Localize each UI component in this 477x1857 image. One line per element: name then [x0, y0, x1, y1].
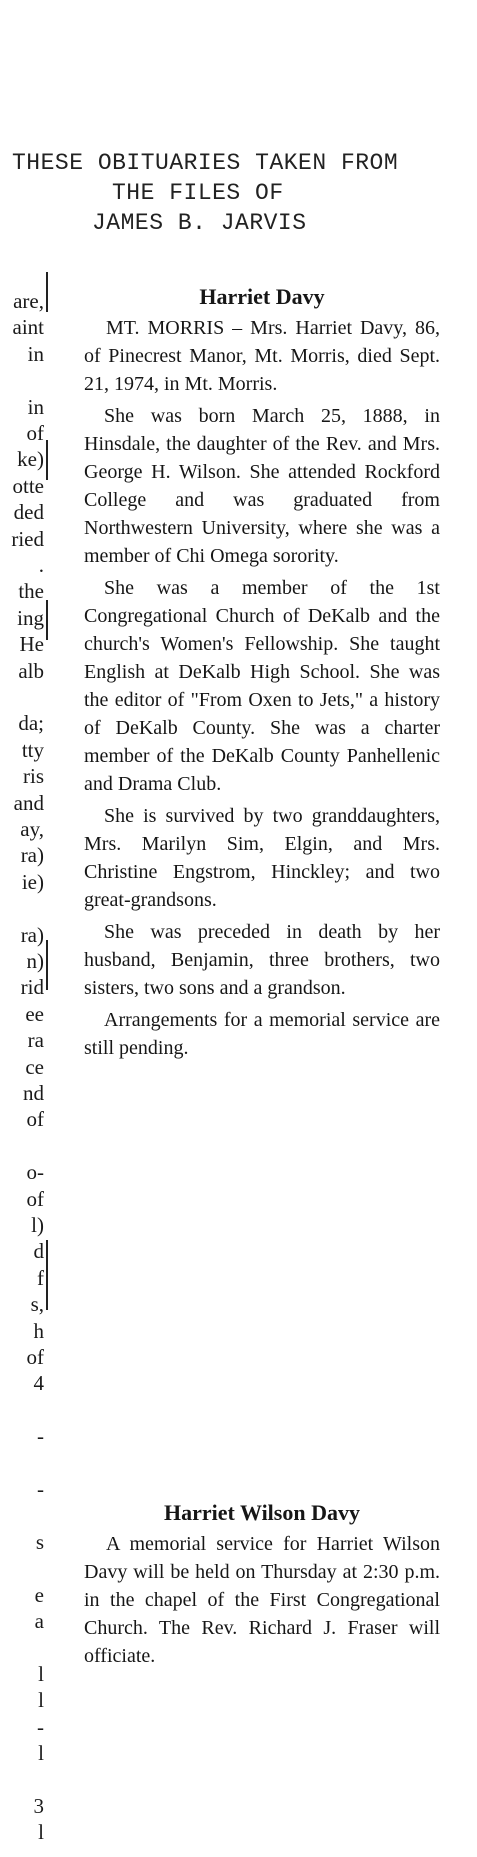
column-rule: [46, 1240, 48, 1310]
column-fragment: ra: [27, 1028, 44, 1053]
column-fragment: of: [26, 1345, 44, 1369]
column-fragment: ke): [17, 447, 44, 472]
column-fragment: d: [33, 1239, 44, 1264]
obituary-paragraph: Arrangements for a memorial service are still pending.: [84, 1009, 440, 1059]
column-fragment: da;: [18, 711, 44, 736]
obituary-title: Harriet Wilson Davy: [164, 1500, 360, 1525]
header-line-2: THE FILES OF: [112, 180, 284, 206]
obituary-harriet-davy: [84, 282, 440, 1066]
column-fragment: n): [26, 949, 44, 973]
column-fragment: rid: [20, 975, 44, 1000]
column-fragment: and: [13, 790, 44, 815]
column-fragment: otte: [12, 473, 44, 498]
column-fragment: a: [34, 1609, 44, 1633]
column-fragment: -: [37, 1714, 44, 1739]
header-line-3: JAMES B. JARVIS: [92, 210, 307, 236]
column-fragment: ra): [20, 922, 44, 947]
column-fragment: h: [33, 1318, 44, 1343]
column-fragment: the: [18, 579, 44, 604]
column-fragment: ce: [25, 1054, 44, 1079]
column-fragment: alb: [18, 658, 44, 683]
column-rule: [46, 272, 48, 312]
column-fragment: 3: [33, 1793, 44, 1818]
column-fragment: 4: [33, 1371, 44, 1396]
obituary-paragraph: She was born March 25, 1888, in Hinsdale, the daughter of the Rev. and Mrs. George H. Wilson. She attended Rockford College and was graduated from Northwestern University, where she was a member of Chi Omega sorority.: [84, 405, 440, 567]
column-fragment: l): [31, 1213, 44, 1237]
obituary-title: Harriet Davy: [199, 284, 325, 309]
column-rule: [46, 940, 48, 990]
column-fragment: l: [38, 1688, 44, 1713]
column-rule: [46, 600, 48, 640]
obituary-harriet-wilson-davy: [84, 1498, 440, 1674]
column-fragment: of: [26, 1186, 44, 1211]
column-fragment: e: [34, 1582, 44, 1607]
column-fragment: s,: [30, 1292, 44, 1317]
column-fragment: tty: [21, 737, 44, 762]
column-fragment: s: [35, 1529, 44, 1554]
column-fragment: l: [38, 1661, 44, 1686]
obituary-paragraph: She was preceded in death by her husband, Benjamin, three brothers, two sisters, two sons and a grandson.: [84, 921, 440, 999]
column-fragment: are,: [13, 289, 44, 313]
column-fragment: f: [37, 1265, 44, 1290]
column-fragment: ee: [25, 1001, 44, 1026]
column-fragment: l: [38, 1741, 44, 1765]
column-fragment: ra): [20, 843, 44, 868]
column-fragment: He: [19, 632, 44, 657]
column-rule: [46, 440, 48, 480]
column-fragment: ded: [13, 500, 44, 525]
column-fragment: of: [26, 421, 44, 445]
column-fragment: ie): [21, 869, 44, 894]
column-fragment: in: [27, 394, 44, 419]
obituary-paragraph: A memorial service for Harriet Wilson Davy will be held on Thursday at 2:30 p.m. in the chapel of the First Congregational Church. The Rev. Richard J. Fraser will officiate.: [84, 1533, 440, 1667]
column-fragment: ried: [11, 526, 44, 551]
header-line-1: THESE OBITUARIES TAKEN FROM: [12, 150, 399, 176]
column-fragment: ris: [23, 764, 44, 789]
obituary-paragraph: MT. MORRIS – Mrs. Harriet Davy, 86, of Pinecrest Manor, Mt. Morris, died Sept. 21, 1974, in Mt. Morris.: [84, 317, 440, 395]
left-column-fragments: [0, 288, 44, 1848]
column-fragment: ay,: [20, 817, 44, 841]
column-fragment: o-: [26, 1160, 44, 1185]
column-fragment: nd: [23, 1081, 44, 1105]
column-fragment: l: [38, 1820, 44, 1845]
column-fragment: -: [37, 1477, 44, 1501]
column-fragment: ing: [17, 605, 44, 630]
column-fragment: of: [26, 1107, 44, 1132]
obituary-paragraph: She was a member of the 1st Congregational Church of DeKalb and the church's Women's Fellowship. She taught English at DeKalb High School. She was the editor of "From Oxen to Jets," a history of DeKalb County. She was a charter member of the DeKalb County Panhellenic and Drama Club.: [84, 577, 440, 795]
column-fragment: -: [37, 1424, 44, 1449]
column-fragment: .: [38, 553, 44, 577]
column-fragment: aint: [12, 315, 44, 340]
column-fragment: in: [27, 341, 44, 366]
obituary-paragraph: She is survived by two granddaughters, Mrs. Marilyn Sim, Elgin, and Mrs. Christine Engstrom, Hinckley; and two great-grandsons.: [84, 805, 440, 911]
